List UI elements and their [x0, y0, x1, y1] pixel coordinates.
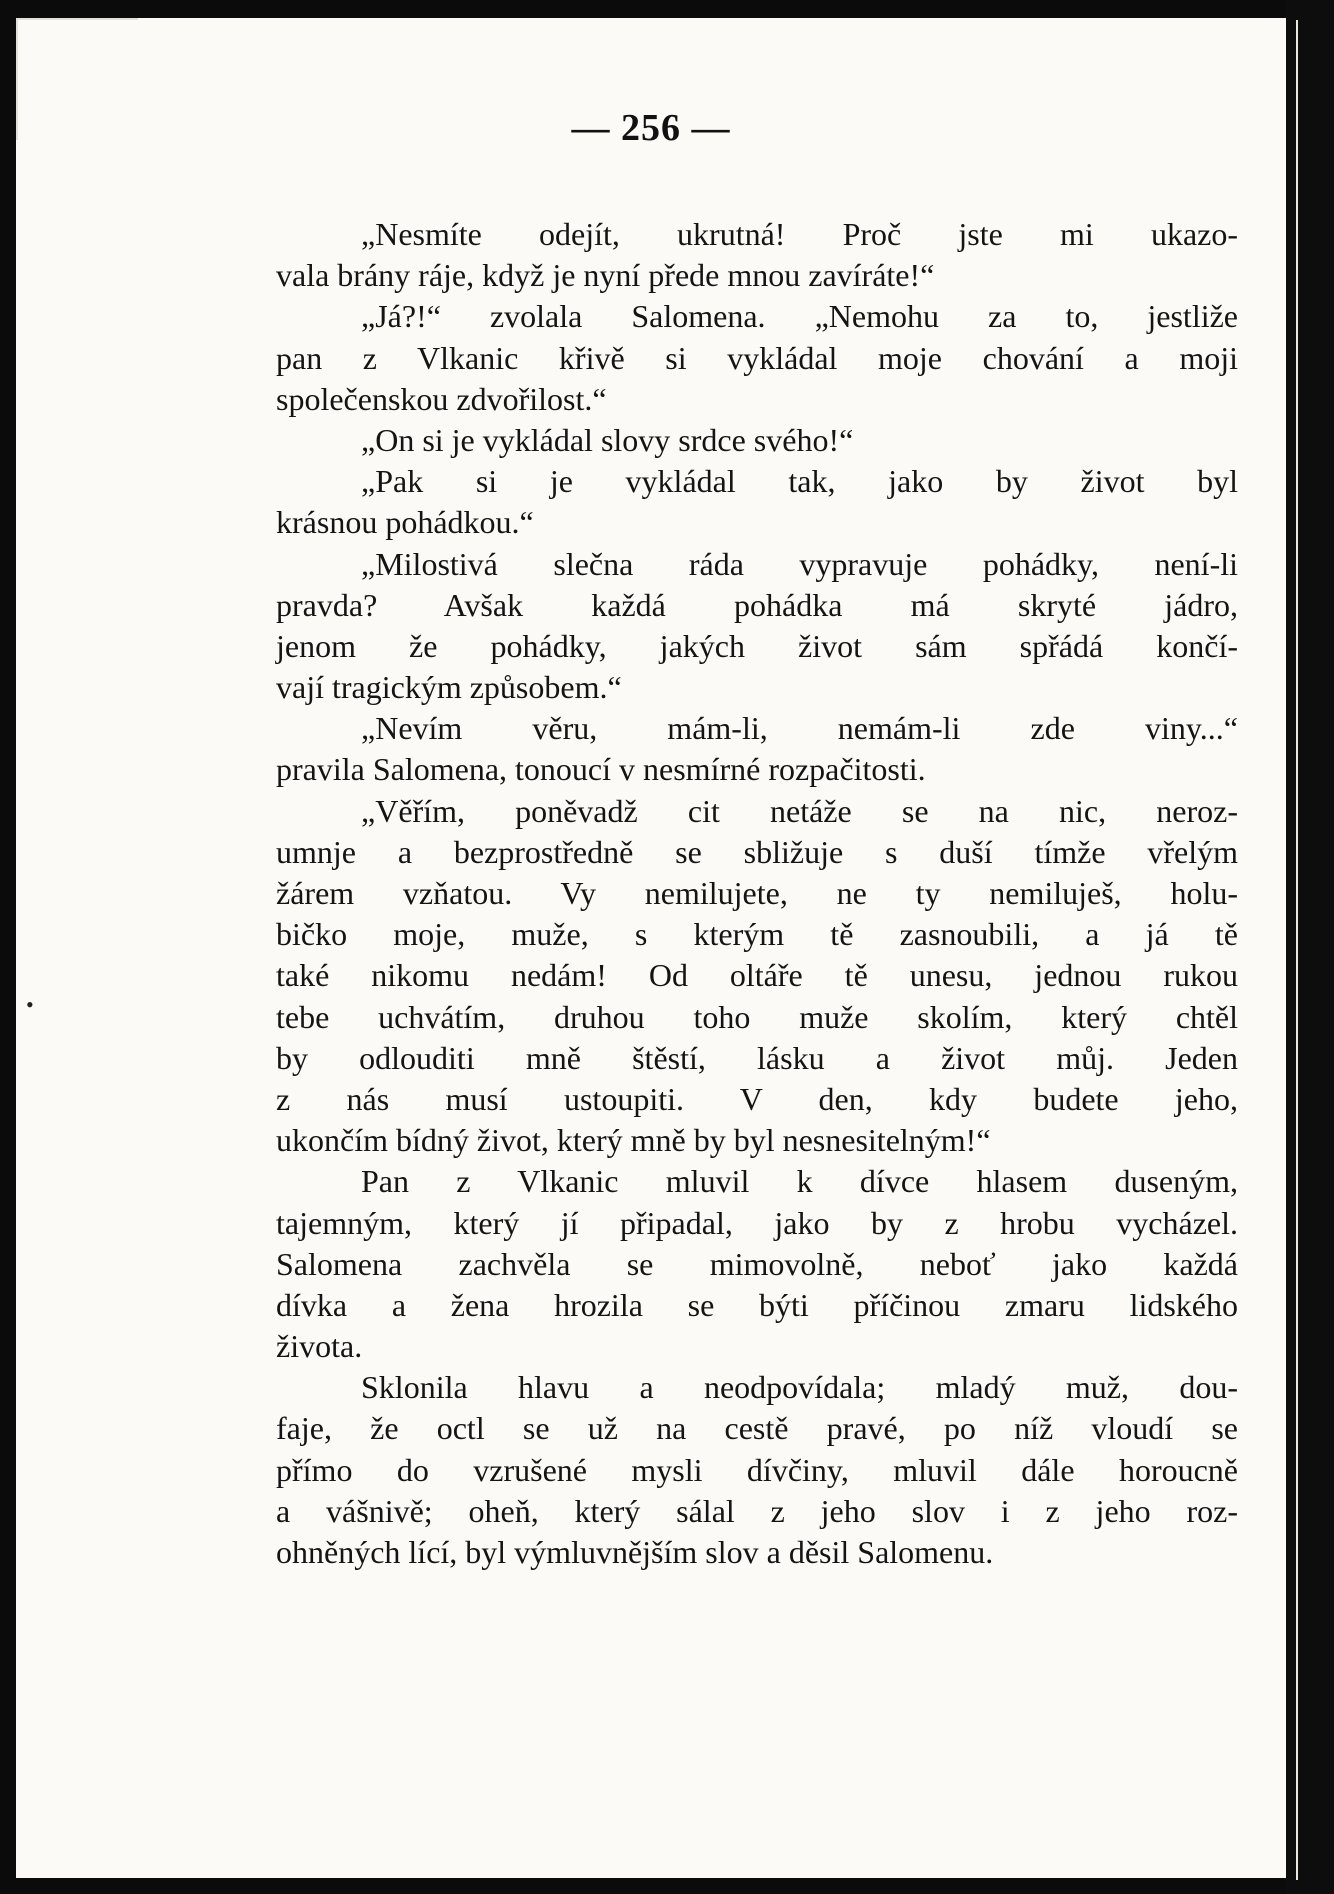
text-line: „Nesmíte odejít, ukrutná! Proč jste mi ukazo- [361, 216, 1238, 252]
text-line: Pan z Vlkanic mluvil k dívce hlasem duseným, [361, 1163, 1238, 1200]
text-line: vají tragickým způsobem.“ [276, 669, 622, 706]
text-line: by odlouditi mně štěstí, lásku a život můj. Jeden [276, 1039, 1238, 1076]
text-line: dívka a žena hrozila se býti příčinou zmaru lidského [276, 1286, 1238, 1323]
text-line: a vášnivě; oheň, který sálal z jeho slov i z jeho roz- [276, 1492, 1238, 1529]
text-line: přímo do vzrušené mysli dívčiny, mluvil dále horoucně [276, 1451, 1238, 1488]
text-line: „On si je vykládal slovy srdce svého!“ [361, 421, 854, 458]
text-line: vala brány ráje, když je nyní přede mnou zavíráte!“ [276, 257, 935, 294]
text-line: společenskou zdvořilost.“ [276, 380, 607, 417]
text-line: žárem vzňatou. Vy nemilujete, ne ty nemiluješ, holu- [276, 875, 1238, 911]
text-line: pan z Vlkanic křivě si vykládal moje chování a moji [276, 339, 1238, 376]
margin-mark: • [26, 992, 34, 1017]
text-line: umnje a bezprostředně se sbližuje s duší tímže vřelým [276, 833, 1238, 870]
text-line: Sklonila hlavu a neodpovídala; mladý muž, dou- [361, 1369, 1238, 1406]
text-line: „Já?!“ zvolala Salomena. „Nemohu za to, jestliže [361, 298, 1238, 335]
text-line: života. [276, 1328, 363, 1365]
text-line: ukončím bídný život, který mně by byl nesnesitelným!“ [276, 1122, 991, 1159]
text-line: jenom že pohádky, jakých život sám spřádá končí- [276, 627, 1238, 664]
book-page [16, 18, 1286, 1878]
text-line: krásnou pohádkou.“ [276, 504, 534, 541]
text-line: z nás musí ustoupiti. V den, kdy budete jeho, [276, 1080, 1238, 1117]
text-line: „Pak si je vykládal tak, jako by život byl [361, 463, 1238, 500]
text-line: ohněných lící, byl výmluvnějším slov a děsil Salomenu. [276, 1534, 994, 1570]
text-line: Salomena zachvěla se mimovolně, neboť jako každá [276, 1245, 1238, 1282]
text-line: faje, že octl se už na cestě pravé, po níž vloudí se [276, 1410, 1238, 1447]
page-number: — 256 — [571, 107, 731, 149]
body-text [276, 214, 1238, 1573]
text-line: tajemným, který jí připadal, jako by z hrobu vycházel. [276, 1204, 1238, 1241]
text-line: pravila Salomena, tonoucí v nesmírné rozpačitosti. [276, 751, 926, 788]
text-line: pravda? Avšak každá pohádka má skryté jádro, [276, 586, 1238, 623]
text-line: bičko moje, muže, s kterým tě zasnoubili, a já tě [276, 916, 1238, 953]
next-page-edge [1296, 20, 1298, 1880]
text-line: „Milostivá slečna ráda vypravuje pohádky, není-li [361, 545, 1238, 582]
scan-border [1286, 0, 1334, 1894]
text-line: tebe uchvátím, druhou toho muže skolím, který chtěl [276, 998, 1238, 1035]
text-line: také nikomu nedám! Od oltáře tě unesu, jednou rukou [276, 957, 1238, 994]
text-line: „Nevím věru, mám-li, nemám-li zde viny...“ [361, 710, 1238, 747]
text-line: „Věřím, poněvadž cit netáže se na nic, neroz- [361, 792, 1238, 829]
